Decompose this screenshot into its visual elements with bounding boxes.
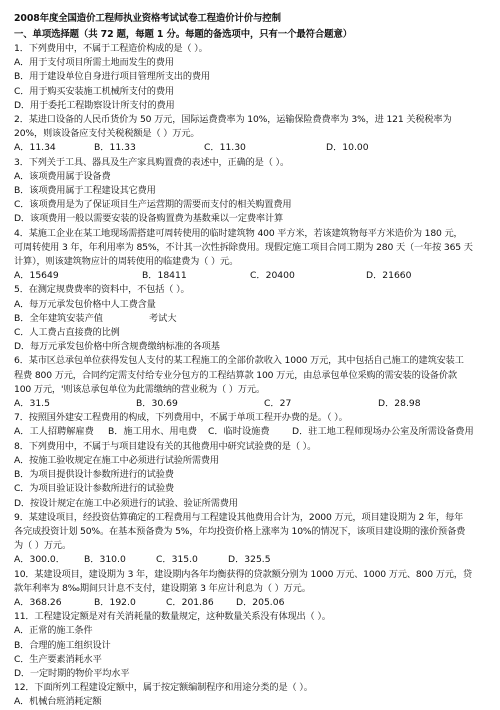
- question-11-option-b: B．合理的施工组织设计: [14, 639, 111, 651]
- question-5-watermark-note: 考试大: [149, 312, 177, 324]
- question-1-option-a: A．用于支付项目所需土地而发生的费用: [14, 57, 174, 69]
- question-4-option-d: D．21660: [366, 270, 412, 282]
- question-3-stem: 3．下列关于工具、器具及生产家具购置费的表述中，正确的是（ ）。: [14, 156, 289, 168]
- question-2-stem-line-2: 20%，则该设备应支付关税税额是（ ）万元。: [14, 128, 200, 140]
- question-6-option-d: D．28.98: [378, 398, 421, 410]
- question-12-option-a: A．机械台班消耗定额: [14, 696, 102, 708]
- question-11-option-a: A．正常的施工条件: [14, 625, 93, 637]
- question-10-option-d: D．205.06: [236, 596, 285, 608]
- question-3-option-a: A．该项费用属于设备费: [14, 170, 111, 182]
- question-1-option-d: D．用于委托工程勘察设计所支付的费用: [14, 99, 175, 111]
- question-7-options: [14, 425, 492, 439]
- question-7-option-c: C．临时设施费: [208, 426, 270, 438]
- question-4-stem-line-3: 计算），则该建筑物应计的周转使用的临建费为（ ）元。: [14, 256, 239, 268]
- question-5-option-c: C．人工费占直接费的比例: [14, 327, 120, 339]
- question-8-option-d: D．按设计规定在施工中必须进行的试验、验证所需费用: [14, 497, 238, 509]
- question-4-options: [14, 269, 492, 283]
- question-7-stem: 7．按照国外建安工程费用的构成，下列费用中，不属于单项工程开办费的是。（ ）。: [14, 412, 348, 424]
- question-7-option-b: B．施工用水、用电费: [108, 426, 197, 438]
- question-12-stem: 12．下面所列工程建设定额中，属于按定额编制程序和用途分类的是（ ）。: [14, 682, 313, 694]
- question-3-option-d: D．该项费用一般以需要安装的设备购置费为基数乘以一定费率计算: [14, 213, 284, 225]
- question-2-option-c: C．11.30: [204, 142, 246, 154]
- question-9-option-d: D．325.5: [228, 554, 271, 566]
- question-10-stem-line-2: 款年利率为 8‰期间只计息不支付，建设期第 3 年应计利息为（ ）万元。: [14, 582, 311, 594]
- question-1-option-c: C．用于购买安装施工机械所支付的费用: [14, 85, 174, 97]
- question-2-options: [14, 141, 492, 155]
- question-11-option-c: C．生产要素消耗水平: [14, 653, 102, 665]
- question-10-option-c: C．201.86: [166, 596, 214, 608]
- question-8-option-b: B．为项目提供设计参数所进行的试验费: [14, 469, 174, 481]
- exam-page: [14, 12, 492, 710]
- question-9-stem-line-2: 各完成投资计划 50%。在基本预备费为 5%，年均投资价格上涨率为 10%的情况下，该项目建设期的涨价预备费: [14, 525, 466, 537]
- question-2-option-a: A．11.34: [14, 142, 56, 154]
- question-2-stem-line-1: 2．某进口设备的人民币货价为 50 万元，国际运费费率为 10%，运输保险费费率为 3%，进 121 关税税率为: [14, 114, 452, 126]
- question-3-option-b: B．该项费用属于工程建设其它费用: [14, 185, 156, 197]
- question-6-option-b: B．30.69: [136, 398, 178, 410]
- question-6-options: [14, 397, 492, 411]
- question-4-option-b: B．18411: [142, 270, 187, 282]
- question-11-stem: 11．工程建设定额是对有关消耗量的数量规定，这种数量关系没有体现出（ ）。: [14, 611, 331, 623]
- question-5-option-b-row: [14, 312, 492, 326]
- question-4-option-a: A．15649: [14, 270, 59, 282]
- question-11-option-d: D．一定时期的物价平均水平: [14, 667, 130, 679]
- question-5-option-b: B．全年建筑安装产值: [14, 312, 103, 324]
- question-6-option-c: C．27: [264, 398, 292, 410]
- question-7-option-d: D．驻工地工程师现场办公室及所需设备费用: [292, 426, 474, 438]
- question-6-stem-line-1: 6．某市区总承包单位获得发包人支付的某工程施工的全部价款收入 1000 万元，其中包括自己施工的建筑安装工: [14, 355, 464, 367]
- question-5-stem: 5．在测定规费费率的资料中，不包括（ ）。: [14, 284, 190, 296]
- question-6-stem-line-3: 100 万元，'则该总承包单位为此需缴纳的营业税为（ ）万元。: [14, 383, 265, 395]
- question-4-stem-line-1: 4．某施工企业在某工地现场需搭建可周转使用的临时建筑物 400 平方米，若该建筑物每平方米造价为 180 元，: [14, 227, 463, 239]
- question-10-option-b: B．192.0: [94, 596, 136, 608]
- question-5-option-d: D．每万元承发包价格中所含规费缴纳标准的各项基: [14, 341, 220, 353]
- question-10-options: [14, 596, 492, 610]
- question-5-option-a: A．每万元承发包价格中人工费含量: [14, 298, 156, 310]
- question-2-option-b: B．11.33: [94, 142, 136, 154]
- question-9-option-b: B．310.0: [84, 554, 126, 566]
- question-10-option-a: A．368.26: [14, 596, 62, 608]
- document-title: 2008年度全国造价工程师执业资格考试试卷工程造价计价与控制: [14, 13, 281, 24]
- section-heading: 一、单项选择题（共 72 题，每题 1 分。每题的备选项中，只有一个最符合题意）: [14, 29, 353, 40]
- question-9-options: [14, 553, 492, 567]
- question-1-stem: 1．下列费用中，不属于工程造价构成的是（ ）。: [14, 43, 208, 54]
- question-3-option-c: C．该项费用是为了保证项目生产运营期的需要而支付的相关购置费用: [14, 199, 292, 211]
- question-9-option-c: C．315.0: [156, 554, 198, 566]
- question-4-option-c: C．20400: [250, 270, 295, 282]
- question-1-option-b: B．用于建设单位自身进行项目管理所支出的费用: [14, 71, 210, 83]
- question-9-stem-line-1: 9．某建设项目，经投资估算确定的工程费用与工程建设其他费用合计为，2000 万元，项目建设期为 2 年，每年: [14, 511, 464, 523]
- question-6-option-a: A．31.5: [14, 398, 50, 410]
- question-6-stem-line-2: 程费 800 万元，合同约定需支付给专业分包方的工程结算款 100 万元，由总承包单位采购的需安装的设备价款: [14, 369, 457, 381]
- question-8-option-a: A．按施工验收规定在施工中必须进行试验所需费用: [14, 454, 219, 466]
- question-4-stem-line-2: 可周转使用 3 年，年利用率为 85%，不计其一次性拆除费用。现假定施工项目合同工期为 280 天（一年按 365 天: [14, 241, 473, 253]
- question-9-stem-line-3: 为（ ）万元。: [14, 540, 71, 552]
- question-2-option-d: D．10.00: [326, 142, 369, 154]
- question-8-stem: 8．下列费用中，不属于与项目建设有关的其他费用中研究试验费的是（ ）。: [14, 440, 317, 452]
- question-7-option-a: A．工人招聘解雇费: [14, 426, 94, 438]
- question-10-stem-line-1: 10．某建设项目，建设期为 3 年，建设期内各年均衡获得的贷款额分别为 1000 万元、1000 万元、800 万元，贷: [14, 568, 472, 580]
- question-8-option-c: C．为项目验证设计参数所进行的试验费: [14, 483, 174, 495]
- question-9-option-a: A．300.0．: [14, 554, 65, 566]
